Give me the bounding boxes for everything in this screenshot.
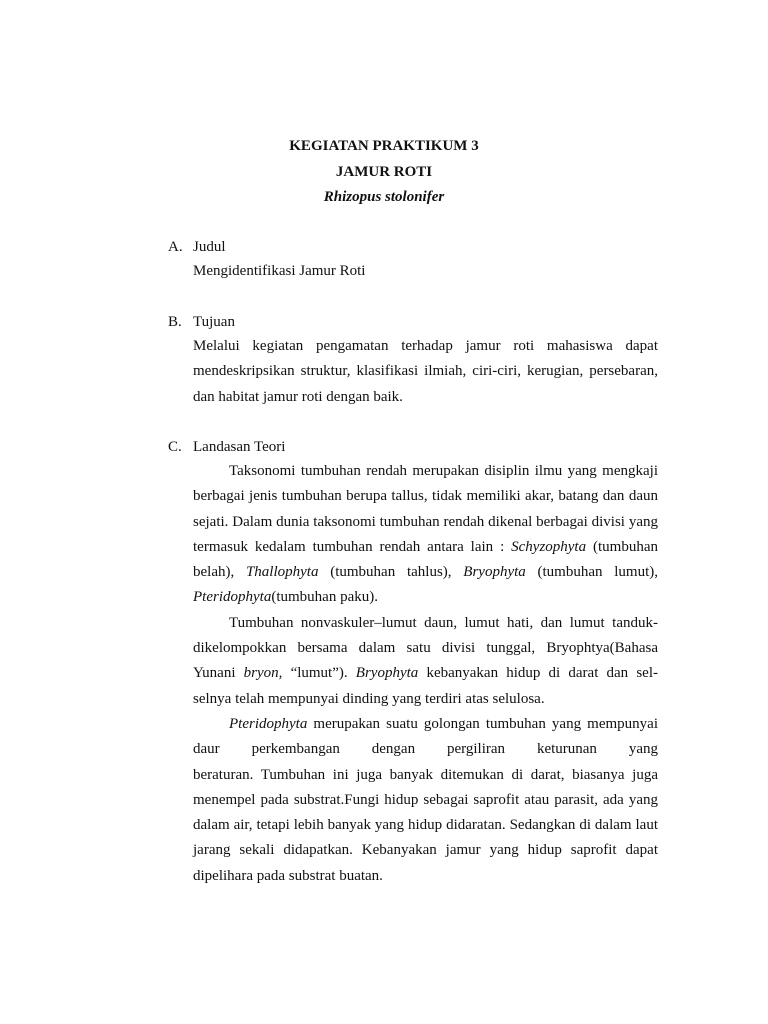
text-run: “lumut”). <box>282 665 356 682</box>
species-name: Rhizopus stolonifer <box>323 189 445 205</box>
section-heading <box>168 437 658 457</box>
section-heading <box>168 312 658 332</box>
paragraph-pteridophyta <box>193 712 658 737</box>
text-run: (tumbuhan tahlus), <box>318 564 464 581</box>
term-bryophyta: Bryophyta <box>463 564 526 581</box>
term-bryon: bryon, <box>243 665 283 682</box>
term-pteridophyta: Pteridophyta <box>193 589 272 606</box>
section-title: Tujuan <box>193 314 235 330</box>
section-letter: B. <box>168 314 182 330</box>
paragraph-taksonomi <box>193 459 658 611</box>
practicum-title: KEGIATAN PRAKTIKUM 3 <box>289 138 479 154</box>
term-thallophyta: Thallophyta <box>245 564 319 581</box>
text-run: (tumbuhan belah), <box>193 538 658 581</box>
section-letter: A. <box>168 239 183 255</box>
text-run: kebanyakan hidup di darat dan sel- selnya telah mempunyai dinding yang terdiri atas selulosa. <box>193 665 658 707</box>
paragraph-line-justified: daur perkembangan dengan pergiliran keturunan yang <box>193 741 658 758</box>
text-run: Tumbuhan nonvaskuler–lumut daun, lumut hati, dan lumut tanduk- dikelompokkan bersama dalam satu divisi tunggal, Bryophtya(Bahasa Yunani <box>193 614 658 682</box>
term-pteridophyta: Pteridophyta <box>229 715 308 732</box>
section-text: Melalui kegiatan pengamatan terhadap jamur roti mahasiswa dapat mendeskripsikan struktur, klasifikasi ilmiah, ciri-ciri, kerugian, persebaran, dan habitat jamur roti dengan baik. <box>193 338 658 405</box>
text-run: (tumbuhan paku). <box>271 589 378 606</box>
section-judul <box>168 237 658 284</box>
section-title: Judul <box>193 239 226 255</box>
section-heading <box>168 237 658 257</box>
paragraph-fungi: beraturan. Tumbuhan ini juga banyak ditemukan di darat, biasanya juga menempel pada substrat.Fungi hidup sebagai saprofit atau parasit, ada yang dalam air, tetapi lebih banyak yang hidup didaratan. Sedangkan di dalam laut jarang sekali didapatkan. Kebanyakan jamur yang hidup saprofit dapat dipelihara pada substrat buatan. <box>193 766 658 884</box>
paragraph-bryophyta <box>193 611 658 712</box>
subject-title: JAMUR ROTI <box>335 164 433 180</box>
section-text: Mengidentifikasi Jamur Roti <box>193 263 366 279</box>
section-title: Landasan Teori <box>193 439 286 455</box>
section-tujuan <box>168 312 658 410</box>
section-letter: C. <box>168 439 182 455</box>
term-bryophyta: Bryophyta <box>355 665 419 682</box>
text-run: (tumbuhan lumut), <box>525 564 658 581</box>
text-run: merupakan suatu golongan tumbuhan yang mempunyai <box>307 715 658 732</box>
section-landasan-teori <box>168 437 658 889</box>
text-run: Taksonomi tumbuhan rendah merupakan disiplin ilmu yang mengkaji berbagai jenis tumbuhan berupa tallus, tidak memiliki akar, batang dan daun sejati. Dalam dunia taksonomi tumbuhan rendah dikenal berbagai divisi yang termasuk kedalam tumbuhan rendah antara lain : <box>193 463 658 555</box>
term-schyzophyta: Schyzophyta <box>511 538 587 555</box>
